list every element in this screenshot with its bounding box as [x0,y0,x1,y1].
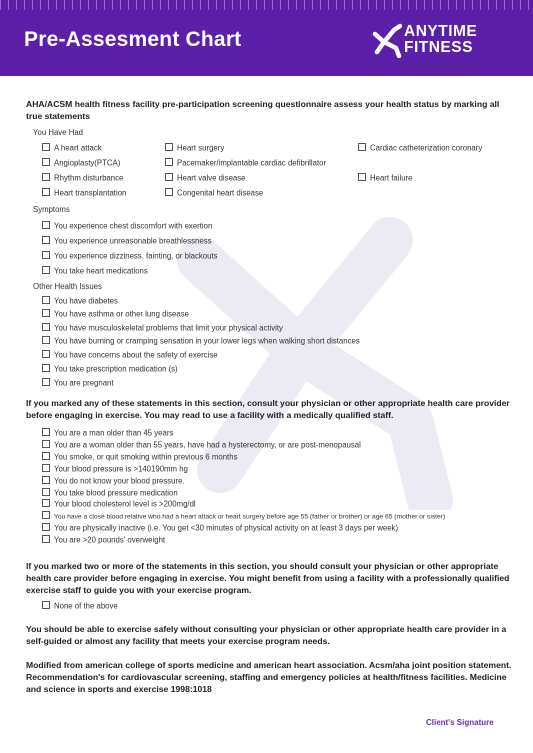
checkbox-icon[interactable] [42,511,50,519]
page-title: Pre-Assesment Chart [24,28,242,51]
brand-name-line2: FITNESS [404,39,473,56]
checkbox-icon[interactable] [42,464,50,472]
checkbox-icon[interactable] [42,452,50,460]
checkbox-item[interactable]: You are a woman older than 55 years, have had a hysterectomy, or are post-menopausal [42,440,361,450]
page-header [0,0,533,76]
checkbox-item[interactable]: You take heart medications [42,266,148,276]
checkbox-item[interactable]: You are pregnant [42,378,114,388]
checkbox-icon[interactable] [42,336,50,344]
checkbox-icon[interactable] [42,499,50,507]
checkbox-item[interactable]: Congenital heart disease [165,188,263,198]
section-heading-you-have-had: You Have Had [33,128,83,137]
note-two-or-more: If you marked two or more of the statements in this section, you should consult your physician or other appropriate health care provider before engaging in exercise. You might benefit from using a facility with a professionally qualified exercise staff to guide you with your exercise program. [26,561,510,595]
checkbox-icon[interactable] [42,440,50,448]
section-heading-symptoms: Symptoms [33,205,70,214]
checkbox-icon[interactable] [42,188,50,196]
checkbox-item[interactable]: A heart attack [42,143,102,153]
checkbox-item[interactable]: You are >20 pounds' overweight [42,535,165,545]
checkbox-icon[interactable] [42,428,50,436]
checkbox-item[interactable]: You are a man older than 45 years [42,428,173,438]
checkbox-item[interactable]: Heart failure [358,173,412,183]
checkbox-item[interactable]: Your blood pressure is >140190mm hg [42,464,188,474]
header-pattern [0,0,533,10]
checkbox-item[interactable]: You have a close blood relative who had a heart attack or heart surgery before age 55 (father or brother) or age 65 (mother or sister) [42,511,445,521]
checkbox-icon[interactable] [42,266,50,274]
checkbox-item[interactable]: Cardiac catheterization coronary [358,143,482,153]
checkbox-icon[interactable] [165,188,173,196]
checkbox-item[interactable]: Heart valve disease [165,173,245,183]
note-exercise-safely: You should be able to exercise safely without consulting your physician or other appropriate health care provider in a self-guided or almost any facility that meets your exercise program needs. [26,624,507,646]
checkbox-icon[interactable] [42,601,50,609]
checkbox-icon[interactable] [42,523,50,531]
checkbox-icon[interactable] [42,378,50,386]
checkbox-icon[interactable] [42,221,50,229]
checkbox-icon[interactable] [165,143,173,151]
checkbox-icon[interactable] [42,173,50,181]
checkbox-item[interactable]: You have burning or cramping sensation in your lower legs when walking short distances [42,336,360,346]
checkbox-item[interactable]: Rhythm disturbance [42,173,123,183]
checkbox-item[interactable]: You are physically inactive (i.e. You get <30 minutes of physical activity on at least 3 days per week) [42,523,398,533]
note-consult-physician: If you marked any of these statements in this section, consult your physician or other appropriate health care provider before engaging in exercise. You may read to use a facility with a medically qualified staff. [26,398,510,420]
checkbox-item[interactable]: You have musculoskeletal problems that limit your physical activity [42,323,283,333]
checkbox-icon[interactable] [42,296,50,304]
checkbox-icon[interactable] [358,173,366,181]
checkbox-item[interactable]: You have asthma or other lung disease [42,309,189,319]
checkbox-item[interactable]: Heart surgery [165,143,224,153]
citation: Modified from american college of sports medicine and american heart association. Acsm/aha joint position statement. Recommendation's for cardiovascular screening, staffing and emergency policies at health/fitness facilities. Medicine and science in sports and exercise 1998:1018 [26,660,512,694]
checkbox-item[interactable]: You experience chest discomfort with exertion [42,221,212,231]
checkbox-item[interactable]: You experience dizziness, fainting, or blackouts [42,251,218,261]
checkbox-icon[interactable] [42,143,50,151]
checkbox-icon[interactable] [42,364,50,372]
checkbox-item[interactable]: Your blood cholesterol level is >200mg/dl [42,499,196,509]
checkbox-item[interactable]: You experience unreasonable breathlessness [42,236,212,246]
checkbox-icon[interactable] [165,158,173,166]
running-man-icon [372,22,402,58]
checkbox-item[interactable]: You do not know your blood pressure. [42,476,185,486]
checkbox-item[interactable]: You have concerns about the safety of exercise [42,350,218,360]
checkbox-item[interactable]: You smoke, or quit smoking within previous 6 months [42,452,237,462]
checkbox-icon[interactable] [165,173,173,181]
checkbox-icon[interactable] [42,350,50,358]
brand-logo [372,22,512,58]
checkbox-item[interactable]: Pacemaker/implantable cardiac defibrillator [165,158,326,168]
checkbox-icon[interactable] [42,309,50,317]
checkbox-icon[interactable] [42,251,50,259]
intro-text: AHA/ACSM health fitness facility pre-participation screening questionnaire assess your health status by marking all true statements [26,99,500,121]
checkbox-item[interactable]: Heart transplantation [42,188,126,198]
checkbox-item[interactable]: You take blood pressure medication [42,488,178,498]
checkbox-icon[interactable] [42,488,50,496]
signature-label: Client's Signature [426,718,494,727]
checkbox-item[interactable]: Angioplasty(PTCA) [42,158,120,168]
checkbox-icon[interactable] [42,236,50,244]
checkbox-item-none[interactable]: None of the above [42,601,118,611]
section-heading-other-health: Other Health Issues [33,282,102,291]
brand-name-line1: ANYTIME [404,23,478,40]
checkbox-item[interactable]: You take prescription medication (s) [42,364,178,374]
checkbox-item[interactable]: You have diabetes [42,296,118,306]
checkbox-icon[interactable] [42,323,50,331]
checkbox-icon[interactable] [42,158,50,166]
checkbox-icon[interactable] [358,143,366,151]
checkbox-icon[interactable] [42,535,50,543]
checkbox-icon[interactable] [42,476,50,484]
